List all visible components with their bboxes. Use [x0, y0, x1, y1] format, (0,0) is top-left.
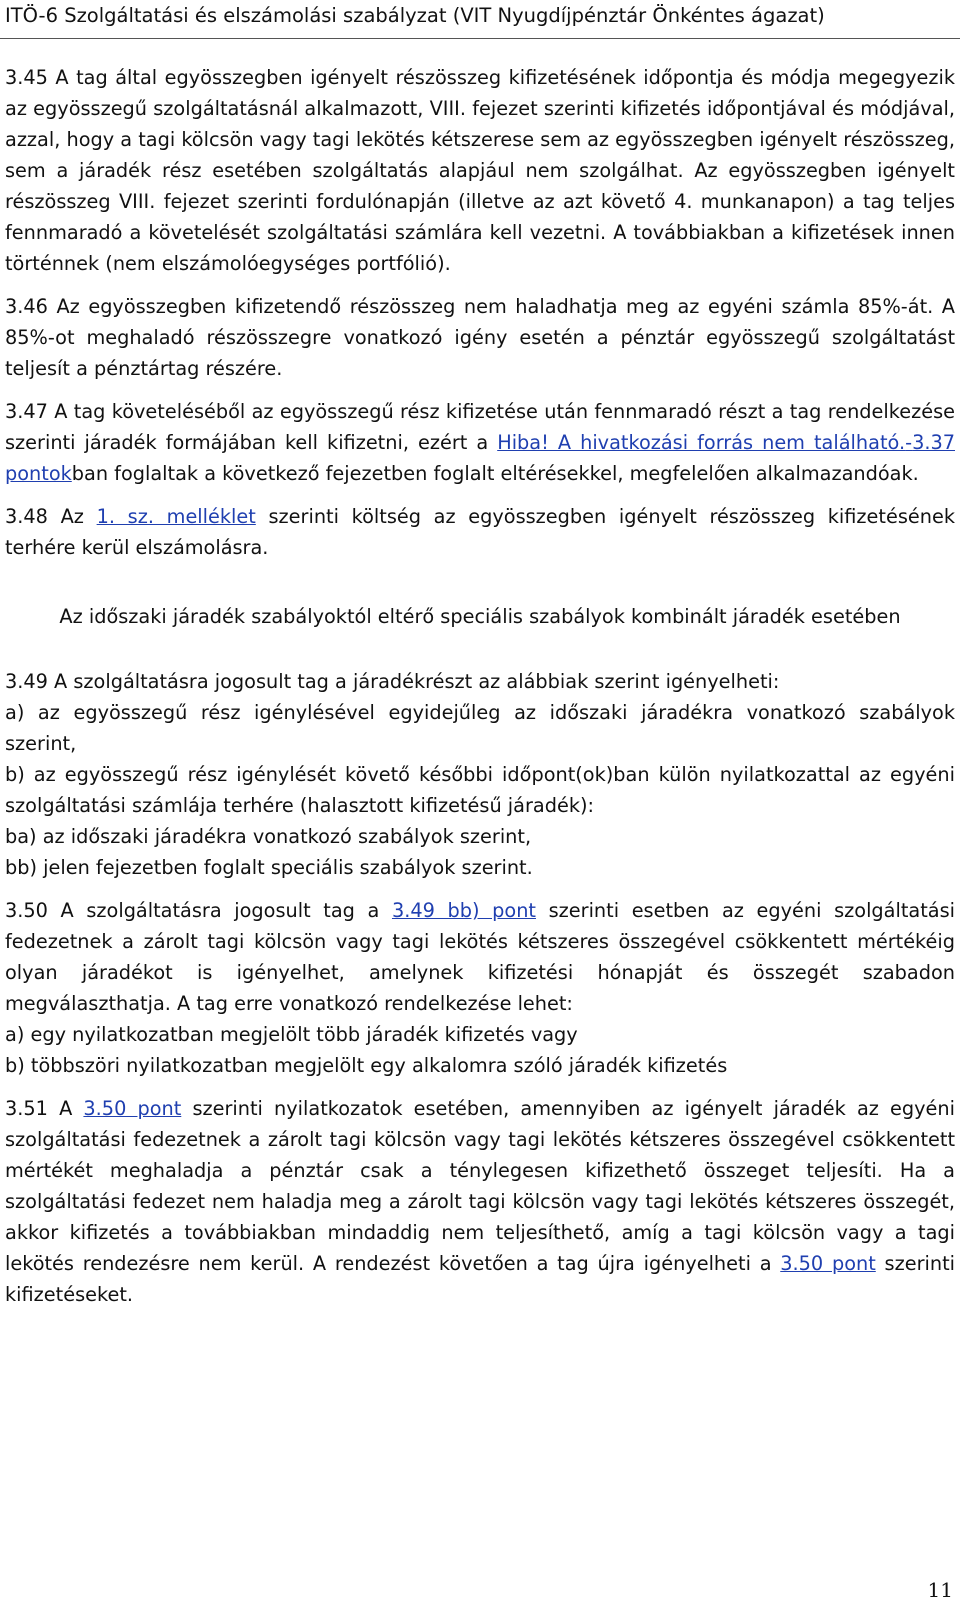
section-3-49-intro: 3.49 A szolgáltatásra jogosult tag a járadékrészt az alábbiak szerint igényelheti:	[5, 670, 780, 693]
section-3-47-text-after: ban foglaltak a következő fejezetben foglalt eltérésekkel, megfelelően alkalmazandóak.	[71, 462, 919, 485]
section-3-50-body	[5, 895, 955, 1019]
section-3-49-bb-link[interactable]: 3.49 bb) pont	[391, 899, 536, 922]
section-3-49-item-bb: bb) jelen fejezetben foglalt speciális szabályok szerint.	[5, 856, 533, 879]
section-3-50-item-b: b) többszöri nyilatkozatban megjelölt egy alkalomra szóló járadék kifizetés	[5, 1054, 728, 1077]
section-3-49-item-a: a) az egyösszegű rész igénylésével egyidejűleg az időszaki járadékra vonatkozó szabályok szerint,	[5, 701, 955, 755]
section-3-50-text-after: szerinti esetben az egyéni szolgáltatási fedezetnek a zárolt tagi kölcsön vagy tagi lekötés kétszeres összegével csökkentett mértékéig olyan járadékot is igényelhet, amelynek kifizetési hónapját és összegét szabadon megválaszthatja. A tag erre vonatkozó rendelkezése lehet:	[5, 899, 955, 1015]
section-3-49-item-ba: ba) az időszaki járadékra vonatkozó szabályok szerint,	[5, 825, 532, 848]
section-3-49	[5, 666, 955, 883]
section-3-47-text-before: 3.47 A tag követeléséből az egyösszegű rész kifizetése után fennmaradó részt a tag rendelkezése szerinti járadék formájában kell kifizetni, ezért a	[5, 400, 955, 454]
section-3-50-link[interactable]: 3.50 pont	[83, 1097, 182, 1120]
broken-reference-link[interactable]: Hiba! A hivatkozási forrás nem található.	[497, 431, 906, 454]
section-3-46: 3.46 Az egyösszegben kifizetendő részösszeg nem haladhatja meg az egyéni számla 85%-át. A 85%-ot meghaladó részösszegre vonatkozó igény esetén a pénztár egyösszegű szolgáltatást teljesít a pénztártag részére.	[5, 295, 955, 380]
section-3-51-text-after: szerinti kifizetéseket.	[5, 1252, 955, 1306]
section-3-48-text-before: 3.48 Az	[5, 505, 97, 528]
section-3-50	[5, 895, 955, 1081]
header-title: ITÖ-6 Szolgáltatási és elszámolási szabályzat (VIT Nyugdíjpénztár Önkéntes ágazat)	[5, 4, 825, 27]
page-header	[0, 0, 960, 39]
section-3-49-item-b: b) az egyösszegű rész igénylését követő későbbi időpont(ok)ban külön nyilatkozattal az egyéni szolgáltatási számlája terhére (halasztott kifizetésű járadék):	[5, 763, 955, 817]
section-3-51-text-before: 3.51 A	[5, 1097, 84, 1120]
page-number: 11	[927, 1578, 953, 1602]
section-3-48	[5, 501, 955, 563]
section-3-51-text-middle: szerinti nyilatkozatok esetében, amennyiben az igényelt járadék az egyéni szolgáltatási fedezetnek a zárolt tagi kölcsön vagy tagi lekötés kétszeres összegével csökkentett mértékét meghaladja a pénztár csak a ténylegesen kifizethető összeget teljesíti. Ha a szolgáltatási fedezet nem haladja meg a zárolt tagi kölcsön vagy tagi lekötés kétszeres összegét, akkor kifizetés a továbbiakban mindaddig nem teljesíthető, amíg a tagi kölcsön vagy a tagi lekötés rendezésre nem kerül. A rendezést követően a tag újra igényelheti a	[5, 1097, 955, 1275]
section-3-45: 3.45 A tag által egyösszegben igényelt részösszeg kifizetésének időpontja és módja megegyezik az egyösszegű szolgáltatásnál alkalmazott, VIII. fejezet szerinti kifizetés időpontjával és módjával, azzal, hogy a tagi kölcsön vagy tagi lekötés kétszerese sem az egyösszegben igényelt részösszeg, sem a járadék rész esetében szolgáltatás alapjául nem szolgálhat. Az egyösszegben igényelt részösszeg VIII. fejezet szerinti fordulónapján (illetve az azt követő 4. munkanapon) a tag teljes fennmaradó a követelését szolgáltatási számlára kell vezetni. A továbbiakban a kifizetések innen történnek (nem elszámolóegységes portfólió).	[5, 66, 956, 275]
section-3-50-text-before: 3.50 A szolgáltatásra jogosult tag a	[5, 899, 392, 922]
section-3-47	[5, 396, 955, 489]
reference-dash: -	[905, 431, 913, 454]
appendix-1-link[interactable]: 1. sz. melléklet	[96, 505, 256, 528]
section-3-51	[5, 1093, 955, 1310]
section-3-37-link[interactable]: 3.37 pontok	[5, 431, 955, 485]
document-body	[5, 62, 955, 1322]
section-3-50-item-a: a) egy nyilatkozatban megjelölt több járadék kifizetés vagy	[5, 1023, 578, 1046]
section-subheading: Az időszaki járadék szabályoktól eltérő speciális szabályok kombinált járadék esetében	[59, 605, 901, 628]
section-3-50-link-second[interactable]: 3.50 pont	[780, 1252, 876, 1275]
section-3-48-text-after: szerinti költség az egyösszegben igényelt részösszeg kifizetésének terhére kerül elszámolásra.	[5, 505, 955, 559]
